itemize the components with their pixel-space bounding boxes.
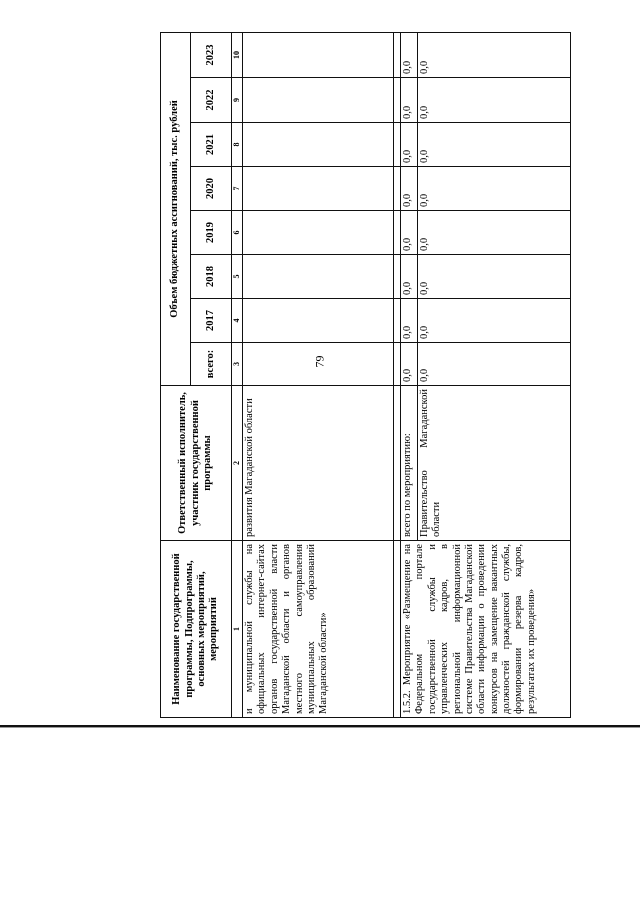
value-cell: 0,0 — [418, 32, 571, 77]
value-cell: 0,0 — [401, 211, 418, 255]
value-cell — [243, 32, 394, 77]
value-cell — [243, 123, 394, 167]
value-cell: 0,0 — [418, 123, 571, 167]
column-number: 1 — [232, 541, 243, 718]
header-budget-group: Объем бюджетных ассигнований, тыс. рублей — [161, 32, 191, 385]
header-year: 2017 — [191, 299, 232, 343]
value-cell: 0,0 — [401, 255, 418, 299]
value-cell — [243, 299, 394, 343]
measure-name: и муниципальной службы на официальных интернет-сайтах органов государственной власти Магаданской области и органов местного самоуправления муниципальных образований Магаданской области» — [243, 541, 394, 718]
value-cell — [243, 343, 394, 386]
value-cell — [243, 211, 394, 255]
value-cell: 0,0 — [401, 299, 418, 343]
header-year: 2022 — [191, 78, 232, 123]
table-row — [243, 32, 394, 717]
value-cell: 0,0 — [418, 78, 571, 123]
value-cell — [243, 255, 394, 299]
value-cell: 0,0 — [401, 32, 418, 77]
table-row — [401, 32, 418, 717]
measure-executor: развития Магаданской области — [243, 386, 394, 541]
value-cell: 0,0 — [401, 123, 418, 167]
header-year: 2023 — [191, 32, 232, 77]
value-cell: 0,0 — [401, 78, 418, 123]
value-cell — [243, 167, 394, 211]
measure-executor: Правительство Магаданской области — [418, 386, 571, 541]
page-divider-shadow — [0, 727, 640, 728]
header-total: всего: — [191, 343, 232, 386]
header-year: 2021 — [191, 123, 232, 167]
value-cell: 0,0 — [401, 167, 418, 211]
column-number: 2 — [232, 386, 243, 541]
header-year: 2018 — [191, 255, 232, 299]
column-number: 3 — [232, 343, 243, 386]
budget-table — [160, 32, 571, 718]
value-cell: 0,0 — [418, 211, 571, 255]
budget-table-rotated — [160, 32, 571, 718]
value-cell: 0,0 — [418, 343, 571, 386]
header-year: 2019 — [191, 211, 232, 255]
column-number: 10 — [232, 32, 243, 77]
value-cell: 0,0 — [418, 299, 571, 343]
header-name: Наименование государственной программы, Подпрограммы, основных мероприятий, мероприятий — [161, 541, 232, 718]
value-cell: 0,0 — [418, 167, 571, 211]
column-number: 6 — [232, 211, 243, 255]
value-cell — [243, 78, 394, 123]
value-cell: 0,0 — [401, 343, 418, 386]
column-number: 9 — [232, 78, 243, 123]
table-spacer — [394, 32, 401, 717]
column-number: 8 — [232, 123, 243, 167]
measure-name: 1.5.2. Мероприятие «Размещение на Федеральном портале государственной службы и управленческих кадров, в региональной информационной системе Правительства Магаданской области информации о проведении конкурсов на замещение вакантных должностей гражданской службы, формировании резерва кадров, результатах их проведения» — [401, 541, 571, 718]
header-year: 2020 — [191, 167, 232, 211]
column-number: 4 — [232, 299, 243, 343]
column-number: 5 — [232, 255, 243, 299]
header-executor: Ответственный исполнитель, участник государственной программы — [161, 386, 232, 541]
measure-executor: всего по мероприятию: — [401, 386, 418, 541]
page-number-text: 79 — [312, 355, 327, 367]
column-number: 7 — [232, 167, 243, 211]
value-cell: 0,0 — [418, 255, 571, 299]
